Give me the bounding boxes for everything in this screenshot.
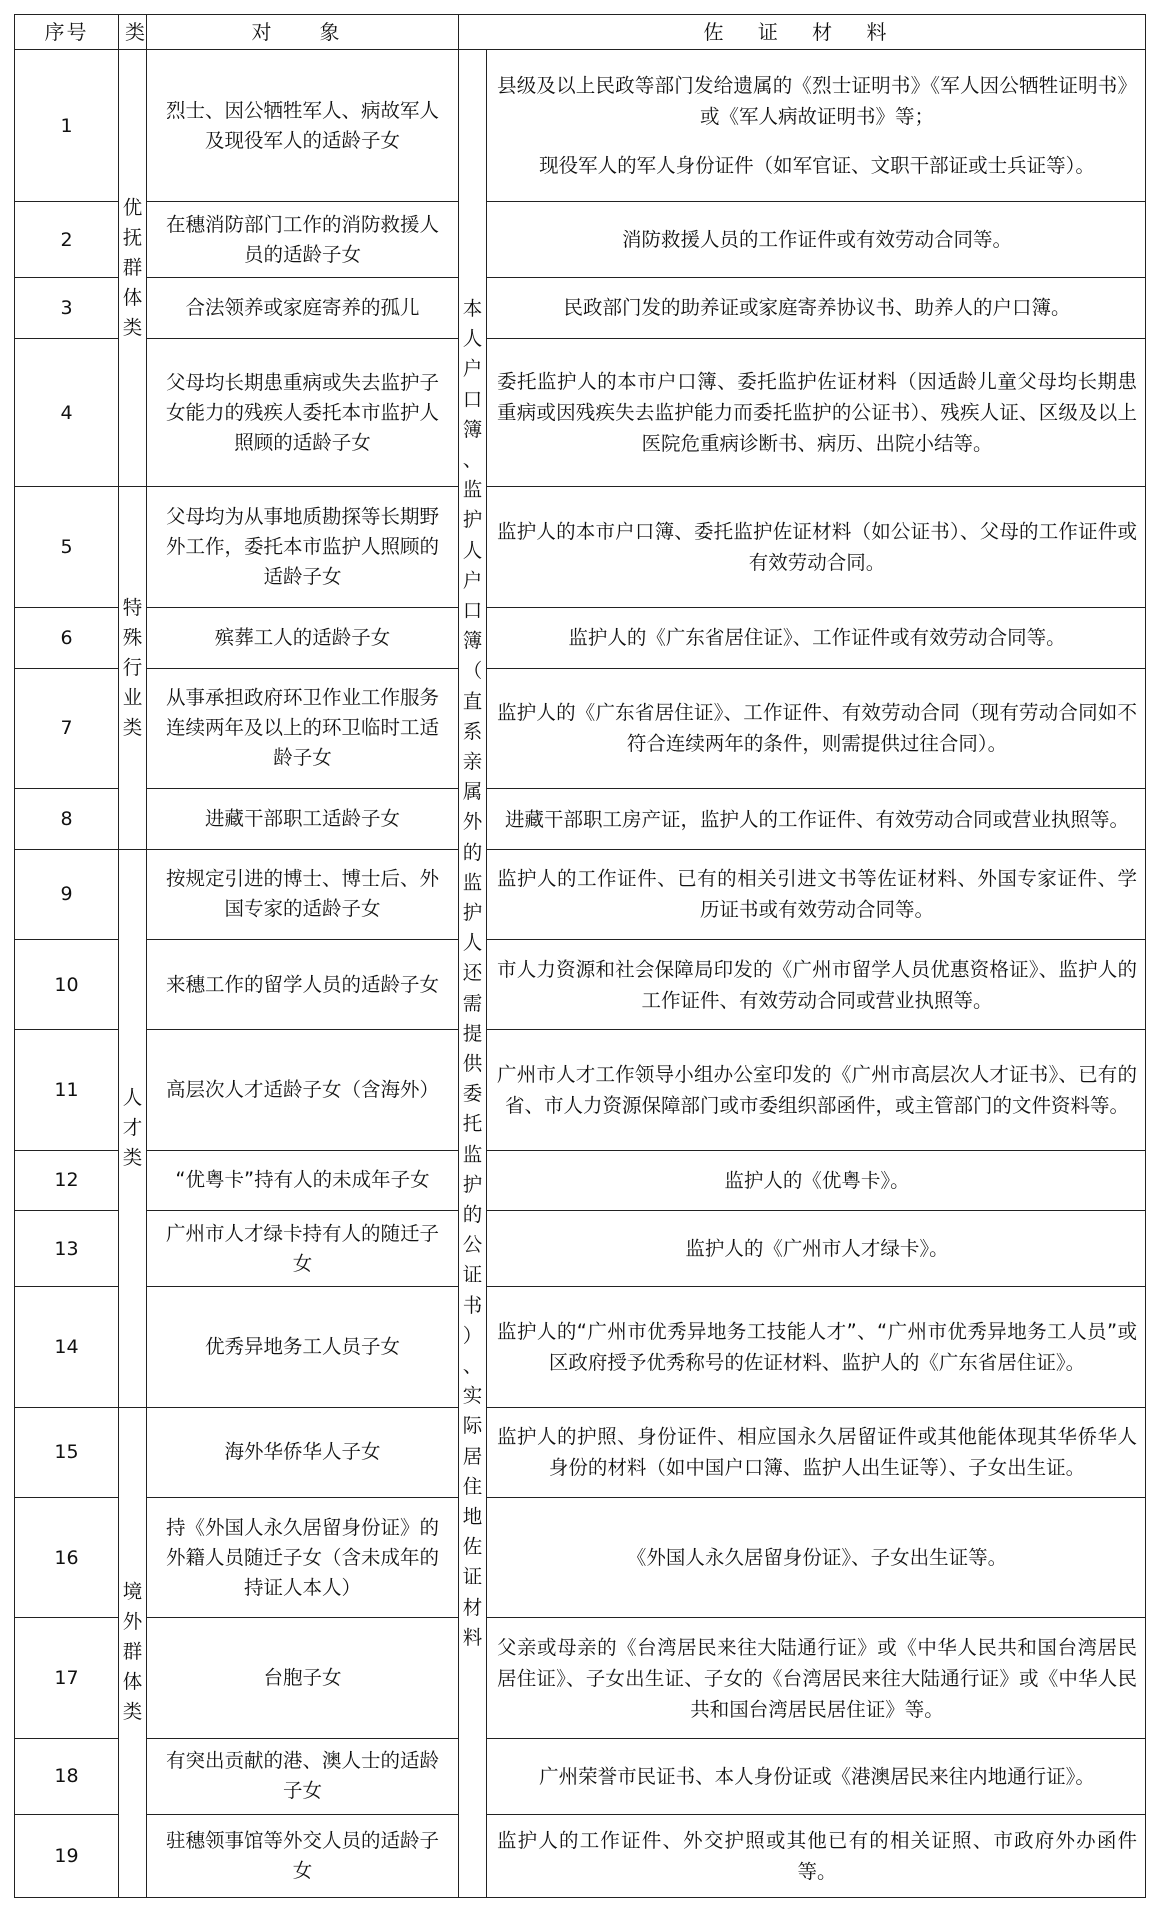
row-index: 15 <box>15 1407 119 1497</box>
materials-text: 县级及以上民政等部门发给遗属的《烈士证明书》《军人因公牺牲证明书》或《军人病故证明书》等； <box>497 74 1138 129</box>
materials-text: 进藏干部职工房产证，监护人的工作证件、有效劳动合同或营业执照等。 <box>505 807 1130 831</box>
row-materials <box>487 789 1146 850</box>
table-row <box>15 849 1146 939</box>
header-category: 类 <box>119 15 147 50</box>
row-target: 殡葬工人的适龄子女 <box>147 607 459 668</box>
materials-text: 监护人的工作证件、已有的相关引进文书等佐证材料、外国专家证件、学历证书或有效劳动合同等。 <box>497 867 1138 922</box>
row-target: 从事承担政府环卫作业工作服务连续两年及以上的环卫临时工适龄子女 <box>147 668 459 788</box>
row-materials <box>487 1407 1146 1497</box>
row-target: 合法领养或家庭寄养的孤儿 <box>147 278 459 339</box>
materials-table <box>14 14 1146 1898</box>
row-target: 在穗消防部门工作的消防救援人员的适龄子女 <box>147 202 459 278</box>
materials-text: 市人力资源和社会保障局印发的《广州市留学人员优惠资格证》、监护人的工作证件、有效劳动合同或营业执照等。 <box>497 957 1138 1012</box>
table-row <box>15 50 1146 202</box>
row-target: 广州市人才绿卡持有人的随迁子女 <box>147 1211 459 1287</box>
materials-text: 《外国人永久居留身份证》、子女出生证等。 <box>626 1546 1008 1570</box>
table-row <box>15 338 1146 487</box>
materials-text: 广州市人才工作领导小组办公室印发的《广州市高层次人才证书》、已有的省、市人力资源保障部门或市委组织部函件，或主管部门的文件资料等。 <box>497 1062 1138 1117</box>
row-materials <box>487 1814 1146 1897</box>
row-target: 进藏干部职工适龄子女 <box>147 789 459 850</box>
row-index: 7 <box>15 668 119 788</box>
row-index: 10 <box>15 940 119 1030</box>
row-target: 海外华侨华人子女 <box>147 1407 459 1497</box>
row-target: 驻穗领事馆等外交人员的适龄子女 <box>147 1814 459 1897</box>
category-cell: 境 外 群 体 类 <box>119 1407 147 1897</box>
row-target: “优粤卡”持有人的未成年子女 <box>147 1150 459 1211</box>
materials-text: 监护人的《广东省居住证》、工作证件或有效劳动合同等。 <box>568 626 1066 650</box>
table-row <box>15 607 1146 668</box>
header-materials: 佐 证 材 料 <box>459 15 1146 50</box>
row-materials <box>487 278 1146 339</box>
materials-text: 监护人的本市户口簿、委托监护佐证材料（如公证书）、父母的工作证件或有效劳动合同。 <box>497 520 1138 575</box>
materials-text: 监护人的《广州市人才绿卡》。 <box>685 1237 949 1261</box>
table-row <box>15 789 1146 850</box>
category-cell: 特 殊 行 业 类 <box>119 487 147 850</box>
row-target: 优秀异地务工人员子女 <box>147 1287 459 1407</box>
common-materials-cell: 本 人 户 口 簿 、 监 护 人 户 口 簿 （ 直 系 亲 属 外 的 监 护 人 还 需 提 供 委 托 监 护 的 公 证 书 ） 、 实 际 居 住 地 佐 证 材 料 <box>459 50 487 1898</box>
table-row <box>15 1738 1146 1814</box>
materials-text: 民政部门发的助养证或家庭寄养协议书、助养人的户口簿。 <box>563 296 1071 320</box>
table-row <box>15 1211 1146 1287</box>
row-materials <box>487 940 1146 1030</box>
materials-text: 监护人的“广州市优秀异地务工技能人才”、“广州市优秀异地务工人员”或区政府授予优秀称号的佐证材料、监护人的《广东省居住证》。 <box>497 1320 1138 1375</box>
row-index: 3 <box>15 278 119 339</box>
header-index: 序号 <box>15 15 119 50</box>
row-index: 13 <box>15 1211 119 1287</box>
row-materials <box>487 1618 1146 1738</box>
row-index: 11 <box>15 1030 119 1150</box>
row-index: 4 <box>15 338 119 487</box>
materials-text: 广州荣誉市民证书、本人身份证或《港澳居民来往内地通行证》。 <box>539 1764 1095 1788</box>
table-row <box>15 1287 1146 1407</box>
row-target: 持《外国人永久居留身份证》的外籍人员随迁子女（含未成年的持证人本人） <box>147 1497 459 1617</box>
table-row <box>15 278 1146 339</box>
table-row <box>15 1407 1146 1497</box>
row-materials <box>487 668 1146 788</box>
row-target: 烈士、因公牺牲军人、病故军人及现役军人的适龄子女 <box>147 50 459 202</box>
materials-text: 监护人的工作证件、外交护照或其他已有的相关证照、市政府外办函件等。 <box>497 1828 1138 1883</box>
header-row <box>15 15 1146 50</box>
table-row <box>15 940 1146 1030</box>
materials-text: 父亲或母亲的《台湾居民来往大陆通行证》或《中华人民共和国台湾居民居住证》、子女出生证、子女的《台湾居民来往大陆通行证》或《中华人民共和国台湾居民居住证》等。 <box>497 1635 1138 1721</box>
table-row <box>15 1030 1146 1150</box>
category-cell: 优 抚 群 体 类 <box>119 50 147 487</box>
row-target: 有突出贡献的港、澳人士的适龄子女 <box>147 1738 459 1814</box>
table-row <box>15 202 1146 278</box>
row-materials <box>487 1497 1146 1617</box>
table-row <box>15 1618 1146 1738</box>
row-materials <box>487 202 1146 278</box>
materials-text: 现役军人的军人身份证件（如军官证、文职干部证或士兵证等）。 <box>539 154 1095 178</box>
row-target: 台胞子女 <box>147 1618 459 1738</box>
row-index: 5 <box>15 487 119 607</box>
row-index: 2 <box>15 202 119 278</box>
row-index: 17 <box>15 1618 119 1738</box>
row-index: 6 <box>15 607 119 668</box>
row-target: 来穗工作的留学人员的适龄子女 <box>147 940 459 1030</box>
row-target: 高层次人才适龄子女（含海外） <box>147 1030 459 1150</box>
row-target: 按规定引进的博士、博士后、外国专家的适龄子女 <box>147 849 459 939</box>
row-materials <box>487 1738 1146 1814</box>
row-index: 1 <box>15 50 119 202</box>
row-index: 14 <box>15 1287 119 1407</box>
row-materials <box>487 849 1146 939</box>
row-index: 9 <box>15 849 119 939</box>
materials-text: 监护人的护照、身份证件、相应国永久居留证件或其他能体现其华侨华人身份的材料（如中国户口簿、监护人出生证等）、子女出生证。 <box>497 1425 1138 1480</box>
materials-text: 委托监护人的本市户口簿、委托监护佐证材料（因适龄儿童父母均长期患重病或因残疾失去监护能力而委托监护的公证书）、残疾人证、区级及以上医院危重病诊断书、病历、出院小结等。 <box>497 370 1138 456</box>
materials-text: 监护人的《优粤卡》。 <box>724 1168 910 1192</box>
table-row <box>15 668 1146 788</box>
row-materials <box>487 1150 1146 1211</box>
materials-text: 消防救援人员的工作证件或有效劳动合同等。 <box>622 228 1013 252</box>
table-row <box>15 1814 1146 1897</box>
table-row <box>15 1150 1146 1211</box>
row-index: 19 <box>15 1814 119 1897</box>
row-index: 16 <box>15 1497 119 1617</box>
row-index: 18 <box>15 1738 119 1814</box>
row-index: 12 <box>15 1150 119 1211</box>
table-row <box>15 487 1146 607</box>
row-materials <box>487 50 1146 202</box>
materials-text: 监护人的《广东省居住证》、工作证件、有效劳动合同（现有劳动合同如不符合连续两年的条件，则需提供过往合同）。 <box>497 701 1138 756</box>
row-materials <box>487 487 1146 607</box>
header-target: 对 象 <box>147 15 459 50</box>
row-materials <box>487 1211 1146 1287</box>
row-materials <box>487 338 1146 487</box>
row-target: 父母均长期患重病或失去监护子女能力的残疾人委托本市监护人照顾的适龄子女 <box>147 338 459 487</box>
row-materials <box>487 1030 1146 1150</box>
row-materials <box>487 607 1146 668</box>
row-target: 父母均为从事地质勘探等长期野外工作，委托本市监护人照顾的适龄子女 <box>147 487 459 607</box>
table-row <box>15 1497 1146 1617</box>
category-cell: 人 才 类 <box>119 849 147 1407</box>
row-materials <box>487 1287 1146 1407</box>
row-index: 8 <box>15 789 119 850</box>
